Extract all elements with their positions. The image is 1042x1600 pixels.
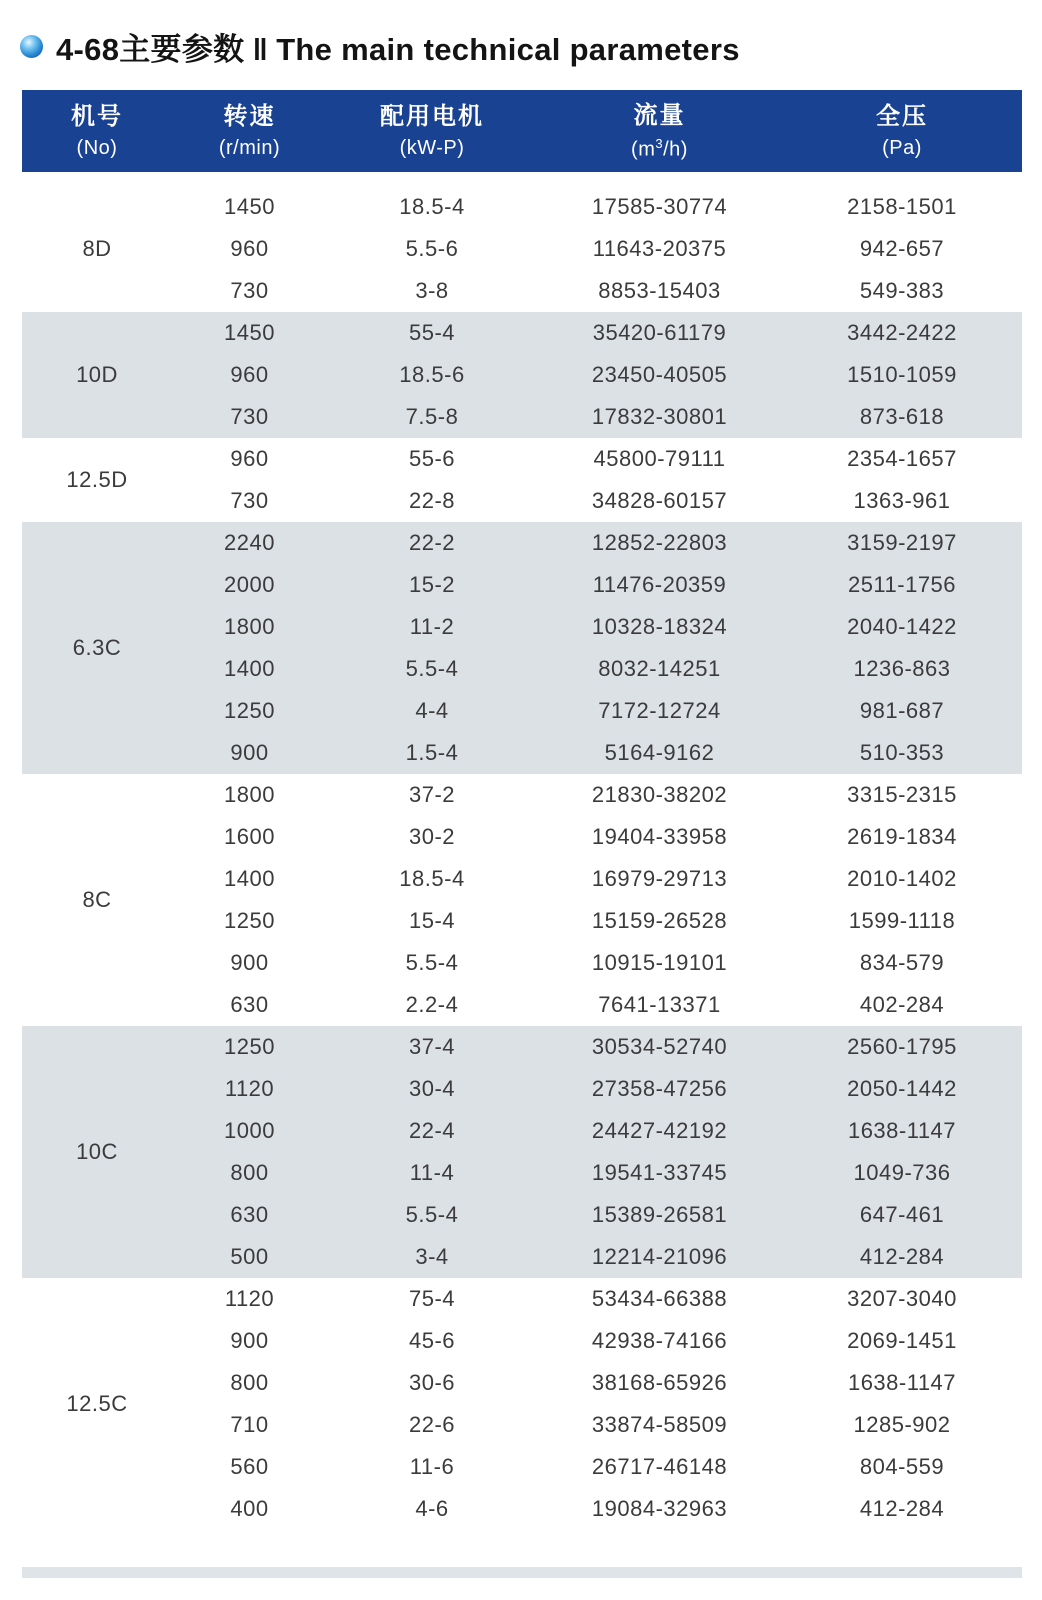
speed-cell: 2240: [224, 530, 275, 555]
motor-cell: 18.5-4: [399, 194, 465, 219]
page-title-en: The main technical parameters: [276, 32, 740, 67]
motor-cell: 22-4: [408, 1118, 456, 1143]
parameters-table: [22, 90, 1022, 1530]
group-12.5C: [22, 1278, 1022, 1530]
speed-cell: 630: [230, 1202, 269, 1227]
table-row: [22, 984, 1022, 1026]
speed-cell: 730: [230, 278, 269, 303]
motor-cell: 5.5-4: [405, 950, 459, 975]
speed-cell: 1250: [224, 1034, 275, 1059]
motor-cell: 18.5-4: [399, 866, 465, 891]
pressure-cell: 981-687: [859, 698, 945, 723]
table-row: [22, 1404, 1022, 1446]
pressure-cell: 873-618: [859, 404, 945, 429]
flow-cell: 30534-52740: [591, 1034, 728, 1059]
motor-cell: 5.5-6: [405, 236, 459, 261]
speed-cell: 960: [230, 362, 269, 387]
table-row: [22, 1026, 1022, 1068]
table-row: [22, 1110, 1022, 1152]
table-row: [22, 564, 1022, 606]
motor-cell: 11-6: [409, 1454, 455, 1479]
model-label: 10D: [76, 362, 118, 387]
motor-cell: 55-4: [408, 320, 456, 345]
flow-cell: 12214-21096: [591, 1244, 728, 1269]
pressure-cell: 2010-1402: [847, 866, 957, 891]
flow-cell: 38168-65926: [591, 1370, 728, 1395]
motor-cell: 22-2: [408, 530, 456, 555]
motor-cell: 7.5-8: [405, 404, 459, 429]
pressure-cell: 834-579: [859, 950, 945, 975]
group-8D: [22, 186, 1022, 312]
motor-cell: 37-4: [408, 1034, 456, 1059]
speed-cell: 960: [230, 236, 269, 261]
pressure-cell: 1638-1147: [847, 1370, 957, 1395]
pressure-cell: 510-353: [859, 740, 945, 765]
table-row: [22, 1320, 1022, 1362]
motor-cell: 22-8: [408, 488, 456, 513]
speed-cell: 1250: [224, 908, 275, 933]
flow-cell: 17832-30801: [591, 404, 728, 429]
speed-cell: 800: [230, 1370, 269, 1395]
table-row: [22, 228, 1022, 270]
flow-cell: 16979-29713: [591, 866, 728, 891]
col-header-speed: 转速 (r/min): [218, 103, 281, 159]
motor-cell: 75-4: [408, 1286, 456, 1311]
table-row: [22, 942, 1022, 984]
flow-cell: 7172-12724: [598, 698, 721, 723]
table-row: [22, 312, 1022, 354]
col-header-model: 机号 (No): [71, 103, 123, 159]
pressure-cell: 412-284: [859, 1244, 945, 1269]
table-row: [22, 774, 1022, 816]
table-row: [22, 438, 1022, 480]
table-row: [22, 186, 1022, 228]
motor-cell: 18.5-6: [399, 362, 465, 387]
motor-cell: 5.5-4: [405, 1202, 459, 1227]
flow-cell: 27358-47256: [591, 1076, 728, 1101]
speed-cell: 900: [230, 950, 269, 975]
motor-cell: 15-2: [408, 572, 456, 597]
motor-cell: 45-6: [408, 1328, 456, 1353]
table-row: [22, 480, 1022, 522]
pressure-cell: 2511-1756: [847, 572, 957, 597]
flow-cell: 35420-61179: [592, 320, 727, 345]
motor-cell: 1.5-4: [405, 740, 459, 765]
model-label: 8D: [82, 236, 112, 261]
pressure-cell: 1599-1118: [848, 908, 956, 933]
flow-cell: 11476-20359: [592, 572, 727, 597]
pressure-cell: 1510-1059: [847, 362, 957, 387]
motor-cell: 4-6: [415, 1496, 449, 1521]
col-header-flow: 流量 $(m^3/h)$: [631, 101, 688, 161]
model-label: 12.5D: [66, 467, 128, 492]
flow-cell: 7641-13371: [598, 992, 721, 1017]
group-10D: [22, 312, 1022, 438]
flow-cell: 53434-66388: [591, 1286, 728, 1311]
motor-cell: 5.5-4: [405, 656, 459, 681]
table-row: [22, 396, 1022, 438]
speed-cell: 730: [230, 404, 269, 429]
motor-cell: 30-4: [408, 1076, 456, 1101]
speed-cell: 2000: [224, 572, 275, 597]
table-row: [22, 606, 1022, 648]
pressure-cell: 3207-3040: [847, 1286, 957, 1311]
speed-cell: 1450: [224, 320, 275, 345]
group-8C: [22, 774, 1022, 1026]
speed-cell: 1800: [224, 614, 275, 639]
flow-cell: 15389-26581: [591, 1202, 728, 1227]
speed-cell: 1120: [224, 1076, 275, 1101]
flow-cell: 21830-38202: [591, 782, 728, 807]
speed-cell: 1120: [224, 1286, 275, 1311]
flow-cell: 10915-19101: [591, 950, 728, 975]
flow-cell: 24427-42192: [591, 1118, 728, 1143]
motor-cell: 15-4: [408, 908, 456, 933]
motor-cell: 11-2: [409, 614, 455, 639]
pressure-cell: 2050-1442: [847, 1076, 957, 1101]
table-row: [22, 858, 1022, 900]
speed-cell: 1400: [224, 656, 275, 681]
flow-cell: 10328-18324: [591, 614, 728, 639]
speed-cell: 1400: [224, 866, 275, 891]
motor-cell: 4-4: [415, 698, 449, 723]
pressure-cell: 1285-902: [853, 1412, 951, 1437]
speed-cell: 560: [230, 1454, 269, 1479]
table-row: [22, 1446, 1022, 1488]
speed-cell: 1450: [224, 194, 275, 219]
flow-cell: 42938-74166: [591, 1328, 728, 1353]
flow-cell: 5164-9162: [604, 740, 715, 765]
pressure-cell: 942-657: [859, 236, 945, 261]
flow-cell: 34828-60157: [591, 488, 728, 513]
flow-cell: 19084-32963: [591, 1496, 728, 1521]
motor-cell: 3-4: [415, 1244, 449, 1269]
motor-cell: 11-4: [409, 1160, 455, 1185]
title-separator: ‖: [252, 32, 269, 67]
pressure-cell: 412-284: [859, 1496, 945, 1521]
pressure-cell: 1638-1147: [847, 1118, 957, 1143]
page-title-zh: 4-68主要参数: [56, 32, 245, 67]
group-12.5D: [22, 438, 1022, 522]
flow-cell: 17585-30774: [591, 194, 728, 219]
table-row: [22, 732, 1022, 774]
model-label: 6.3C: [72, 635, 122, 660]
motor-cell: 37-2: [408, 782, 456, 807]
table-row: [22, 648, 1022, 690]
table-row: [22, 1068, 1022, 1110]
table-row: [22, 690, 1022, 732]
table-row: [22, 1488, 1022, 1530]
pressure-cell: 3159-2197: [847, 530, 957, 555]
group-6.3C: [22, 522, 1022, 774]
pressure-cell: 3442-2422: [847, 320, 957, 345]
table-row: [22, 1236, 1022, 1278]
page-header: [20, 24, 740, 69]
speed-cell: 1600: [224, 824, 275, 849]
table-row: [22, 522, 1022, 564]
pressure-cell: 1049-736: [853, 1160, 951, 1185]
table-row: [22, 1194, 1022, 1236]
model-label: 12.5C: [66, 1391, 128, 1416]
table-header: [22, 90, 1022, 172]
speed-cell: 1250: [224, 698, 275, 723]
next-section-strip: [22, 1567, 1022, 1578]
flow-cell: 45800-79111: [593, 446, 726, 471]
speed-cell: 500: [230, 1244, 269, 1269]
table-row: [22, 816, 1022, 858]
flow-cell: 23450-40505: [591, 362, 728, 387]
pressure-cell: 1363-961: [853, 488, 951, 513]
pressure-cell: 3315-2315: [847, 782, 957, 807]
motor-cell: 2.2-4: [405, 992, 459, 1017]
flow-cell: 8032-14251: [598, 656, 721, 681]
motor-cell: 22-6: [408, 1412, 456, 1437]
pressure-cell: 2354-1657: [847, 446, 957, 471]
group-10C: [22, 1026, 1022, 1278]
motor-cell: 30-2: [408, 824, 456, 849]
speed-cell: 710: [230, 1412, 269, 1437]
speed-cell: 1000: [224, 1118, 275, 1143]
speed-cell: 800: [230, 1160, 269, 1185]
motor-cell: 55-6: [408, 446, 456, 471]
model-label: 8C: [82, 887, 112, 912]
flow-cell: 33874-58509: [591, 1412, 728, 1437]
flow-cell: 15159-26528: [591, 908, 728, 933]
table-row: [22, 900, 1022, 942]
flow-cell: 19541-33745: [591, 1160, 728, 1185]
col-header-pressure: 全压 (Pa): [876, 103, 928, 159]
pressure-cell: 2158-1501: [847, 194, 957, 219]
model-label: 10C: [76, 1139, 118, 1164]
pressure-cell: 1236-863: [853, 656, 951, 681]
col-header-motor: 配用电机 (kW-P): [380, 103, 484, 159]
speed-cell: 730: [230, 488, 269, 513]
page-title: [56, 24, 740, 69]
pressure-cell: 402-284: [859, 992, 945, 1017]
speed-cell: 400: [230, 1496, 269, 1521]
speed-cell: 630: [230, 992, 269, 1017]
speed-cell: 960: [230, 446, 269, 471]
flow-cell: 26717-46148: [591, 1454, 728, 1479]
pressure-cell: 2040-1422: [847, 614, 957, 639]
table-row: [22, 354, 1022, 396]
motor-cell: 30-6: [408, 1370, 456, 1395]
table-top-spacer: [22, 172, 1022, 186]
speed-cell: 900: [230, 1328, 269, 1353]
table-row: [22, 270, 1022, 312]
table-row: [22, 1278, 1022, 1320]
pressure-cell: 2069-1451: [847, 1328, 957, 1353]
pressure-cell: 549-383: [859, 278, 945, 303]
bullet-icon: [20, 35, 43, 58]
speed-cell: 900: [230, 740, 269, 765]
pressure-cell: 2560-1795: [847, 1034, 957, 1059]
pressure-cell: 804-559: [859, 1454, 945, 1479]
pressure-cell: 2619-1834: [847, 824, 957, 849]
table-row: [22, 1362, 1022, 1404]
pressure-cell: 647-461: [859, 1202, 945, 1227]
flow-cell: 11643-20375: [592, 236, 727, 261]
speed-cell: 1800: [224, 782, 275, 807]
flow-cell: 8853-15403: [598, 278, 721, 303]
flow-cell: 12852-22803: [591, 530, 728, 555]
flow-cell: 19404-33958: [591, 824, 728, 849]
motor-cell: 3-8: [415, 278, 449, 303]
table-row: [22, 1152, 1022, 1194]
